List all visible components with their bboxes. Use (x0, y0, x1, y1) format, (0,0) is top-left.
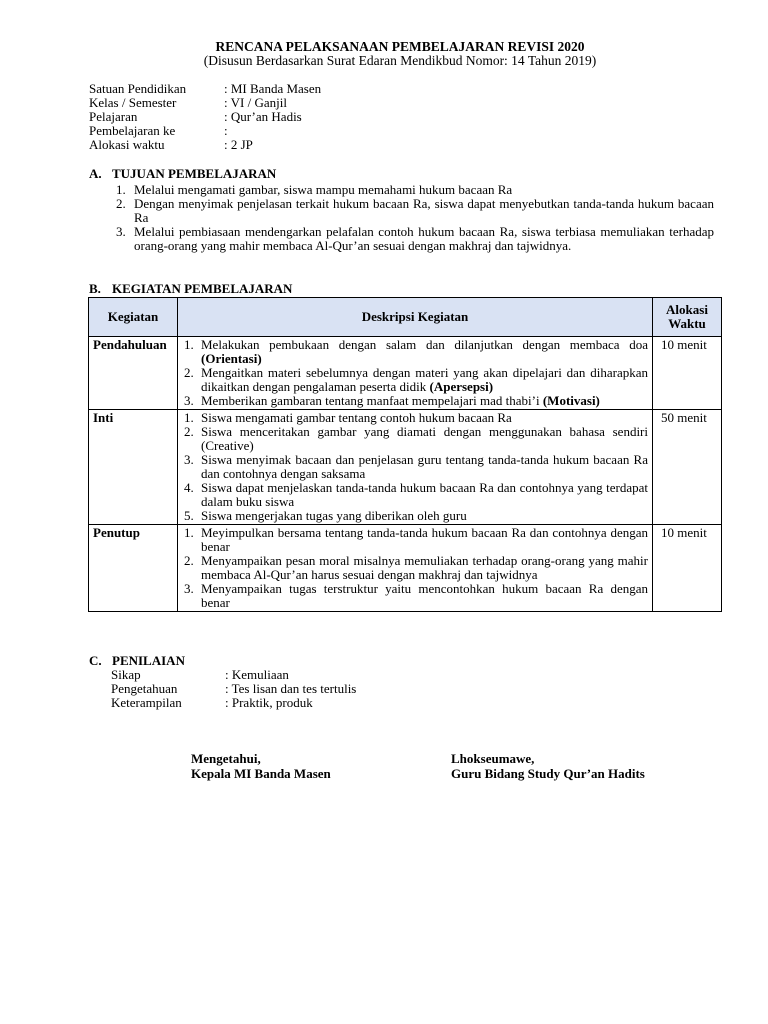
list-number: 1. (184, 410, 194, 425)
list-text: Meyimpulkan bersama tentang tanda-tanda hukum bacaan Ra dan contohnya dengan benar (201, 525, 648, 554)
section-title: PENILAIAN (112, 653, 185, 668)
list-number: 2. (184, 553, 194, 568)
identity-value: : (224, 123, 228, 138)
assessment-row (111, 668, 356, 682)
assessment-row (111, 696, 356, 710)
identity-label: Satuan Pendidikan (89, 81, 187, 96)
signature-left (191, 752, 331, 782)
assessment-value: : Kemuliaan (225, 667, 289, 682)
list-text: Siswa dapat menjelaskan tanda-tanda hukum bacaan Ra dan contohnya yang terdapat dalam buku siswa (201, 480, 648, 509)
assessment-label: Keterampilan (111, 695, 182, 710)
list-number: 1. (184, 337, 194, 352)
description-cell (178, 410, 653, 525)
stage-cell: Inti (89, 410, 178, 525)
list-text: Memberikan gambaran tentang manfaat mempelajari mad thabi’i (201, 393, 540, 408)
assessment-label: Pengetahuan (111, 681, 178, 696)
signature-line: Mengetahui, (191, 751, 261, 766)
identity-value: : VI / Ganjil (224, 95, 287, 110)
list-item (184, 582, 648, 610)
list-number: 4. (184, 480, 194, 495)
time-cell: 50 menit (653, 410, 722, 525)
identity-value: : MI Banda Masen (224, 81, 322, 96)
identity-value: : Qur’an Hadis (224, 109, 302, 124)
section-c-heading (89, 654, 185, 668)
list-number: 2. (116, 196, 126, 211)
list-number: 3. (184, 452, 194, 467)
table-row (89, 337, 722, 410)
list-text: Mengaitkan materi sebelumnya dengan materi yang akan dipelajari dan diharapkan dikaitkan dengan pengalaman peserta didik (201, 365, 648, 394)
list-item (184, 394, 648, 408)
list-number: 3. (184, 393, 194, 408)
list-item (184, 481, 648, 509)
list-number: 1. (116, 182, 126, 197)
list-text: Melalui mengamati gambar, siswa mampu memahami hukum bacaan Ra (134, 182, 513, 197)
activity-list (184, 526, 648, 610)
list-item (184, 509, 648, 523)
signature-right (451, 752, 645, 782)
signature-line: Lhokseumawe, (451, 751, 535, 766)
description-cell (178, 337, 653, 410)
section-title: KEGIATAN PEMBELAJARAN (112, 281, 293, 296)
list-item (184, 338, 648, 366)
list-text: Siswa menceritakan gambar yang diamati dengan menggunakan bahasa sendiri (Creative) (201, 424, 648, 453)
column-header-alokasi: Alokasi Waktu (653, 298, 722, 337)
list-bold-text: (Orientasi) (201, 351, 262, 366)
list-text: Siswa mengerjakan tugas yang diberikan oleh guru (201, 508, 467, 523)
document-title: RENCANA PELAKSANAAN PEMBELAJARAN REVISI 2020 (215, 39, 585, 54)
section-b-heading (89, 282, 292, 296)
identity-row (89, 82, 321, 96)
identity-value: : 2 JP (224, 137, 253, 152)
description-cell (178, 525, 653, 612)
assessment-value: : Praktik, produk (225, 695, 313, 710)
signature-line: Kepala MI Banda Masen (191, 766, 331, 781)
assessment-label: Sikap (111, 667, 141, 682)
list-bold-text: (Apersepsi) (429, 379, 494, 394)
list-item (116, 225, 714, 253)
list-item (184, 411, 648, 425)
list-text: Menyampaikan tugas terstruktur yaitu mencontohkan hukum bacaan Ra dengan benar (201, 581, 648, 610)
document-subtitle: (Disusun Berdasarkan Surat Edaran Mendikbud Nomor: 14 Tahun 2019) (203, 53, 597, 68)
section-title: TUJUAN PEMBELAJARAN (112, 166, 277, 181)
list-text: Siswa mengamati gambar tentang contoh hukum bacaan Ra (201, 410, 512, 425)
list-number: 2. (184, 365, 194, 380)
identity-label: Kelas / Semester (89, 95, 177, 110)
section-letter: C. (89, 653, 102, 668)
activities-table (88, 297, 722, 612)
list-bold-text: (Motivasi) (542, 393, 600, 408)
stage-cell: Penutup (89, 525, 178, 612)
assessment-block (111, 668, 356, 710)
identity-label: Alokasi waktu (89, 137, 165, 152)
list-item (184, 366, 648, 394)
time-cell: 10 menit (653, 337, 722, 410)
identity-label: Pelajaran (89, 109, 138, 124)
list-item (184, 453, 648, 481)
identity-row (89, 138, 321, 152)
list-text: Siswa menyimak bacaan dan penjelasan guru tentang tanda-tanda hukum bacaan Ra dan contohnya dengan saksama (201, 452, 648, 481)
identity-row (89, 124, 321, 138)
list-item (184, 554, 648, 582)
list-item (184, 526, 648, 554)
section-letter: B. (89, 281, 101, 296)
list-text: Dengan menyimak penjelasan terkait hukum bacaan Ra, siswa dapat menyebutkan tanda-tanda hukum bacaan Ra (134, 196, 714, 225)
section-letter: A. (89, 166, 102, 181)
identity-label: Pembelajaran ke (89, 123, 176, 138)
list-number: 2. (184, 424, 194, 439)
assessment-row (111, 682, 356, 696)
list-item (184, 425, 648, 453)
list-number: 3. (116, 224, 126, 239)
objectives-list (116, 183, 714, 253)
list-item (116, 183, 714, 197)
list-text: Melalui pembiasaan mendengarkan pelafalan contoh hukum bacaan Ra, siswa terbiasa memuliakan terhadap orang-orang yang mahir membaca Al-Qur’an sesuai dengan makhraj dan tajwidnya. (134, 224, 714, 253)
identity-block (89, 82, 321, 152)
list-item (116, 197, 714, 225)
section-a-heading (89, 167, 276, 181)
table-header-row (89, 298, 722, 337)
column-header-deskripsi: Deskripsi Kegiatan (178, 298, 653, 337)
list-number: 1. (184, 525, 194, 540)
table-row (89, 525, 722, 612)
list-text: Melakukan pembukaan dengan salam dan dilanjutkan dengan membaca doa (201, 337, 648, 352)
stage-cell: Pendahuluan (89, 337, 178, 410)
signature-line: Guru Bidang Study Qur’an Hadits (451, 766, 645, 781)
identity-row (89, 96, 321, 110)
identity-row (89, 110, 321, 124)
list-number: 5. (184, 508, 194, 523)
activity-list (184, 338, 648, 408)
assessment-value: : Tes lisan dan tes tertulis (225, 681, 357, 696)
column-header-kegiatan: Kegiatan (89, 298, 178, 337)
time-cell: 10 menit (653, 525, 722, 612)
list-number: 3. (184, 581, 194, 596)
activity-list (184, 411, 648, 523)
table-row (89, 410, 722, 525)
list-text: Menyampaikan pesan moral misalnya memuliakan terhadap orang-orang yang mahir membaca Al-Qur’an harus sesuai dengan makhraj dan tajwidnya (201, 553, 648, 582)
